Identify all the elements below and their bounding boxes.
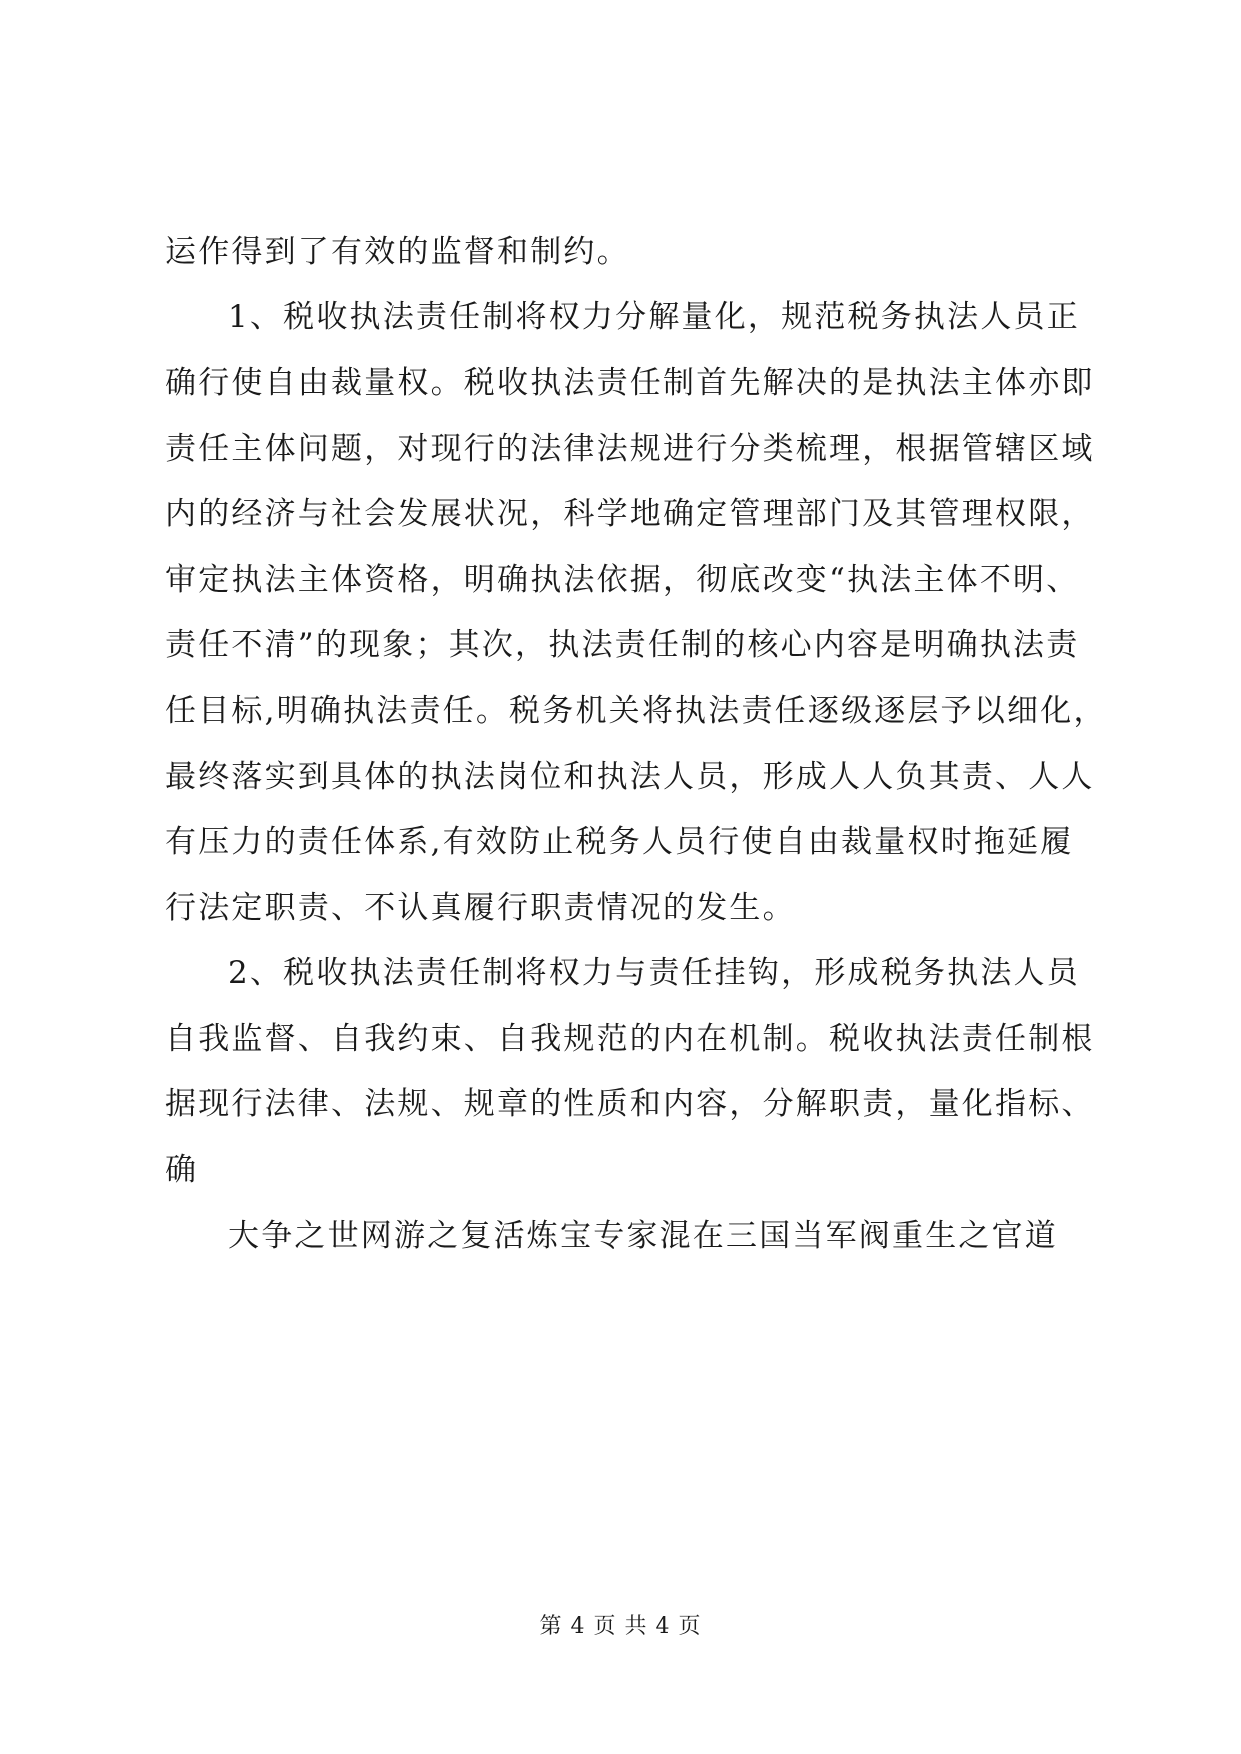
text-line: 有压力的责任体系,有效防止税务人员行使自由裁量权时拖延履 (165, 824, 1074, 860)
text-line: 行法定职责、不认真履行职责情况的发生。 (165, 890, 796, 926)
text-line: 1、税收执法责任制将权力分解量化，规范税务执法人员正 (228, 299, 1080, 335)
related-links-line: 大争之世网游之复活炼宝专家混在三国当军阀重生之官道 (228, 1218, 1058, 1254)
text-line: 自我监督、自我约束、自我规范的内在机制。税收执法责任制根 (165, 1021, 1095, 1057)
text-line: 审定执法主体资格，明确执法依据，彻底改变“执法主体不明、 (165, 562, 1080, 598)
text-line: 责任不清”的现象；其次，执法责任制的核心内容是明确执法责 (165, 627, 1080, 663)
text-line: 责任主体问题，对现行的法律法规进行分类梳理，根据管辖区域 (165, 431, 1095, 467)
text-line: 据现行法律、法规、规章的性质和内容，分解职责，量化指标、 (165, 1086, 1095, 1122)
text-line: 2、税收执法责任制将权力与责任挂钩，形成税务执法人员 (228, 955, 1080, 991)
text-line: 确 (165, 1152, 199, 1188)
text-line: 任目标,明确执法责任。税务机关将执法责任逐级逐层予以细化， (165, 693, 1107, 729)
text-line: 确行使自由裁量权。税收执法责任制首先解决的是执法主体亦即 (165, 365, 1095, 401)
text-line: 最终落实到具体的执法岗位和执法人员，形成人人负其责、人人 (165, 759, 1095, 795)
page-number-footer: 第 4 页 共 4 页 (539, 1614, 702, 1639)
text-line: 内的经济与社会发展状况，科学地确定管理部门及其管理权限， (165, 496, 1095, 532)
text-line: 运作得到了有效的监督和制约。 (165, 234, 630, 270)
